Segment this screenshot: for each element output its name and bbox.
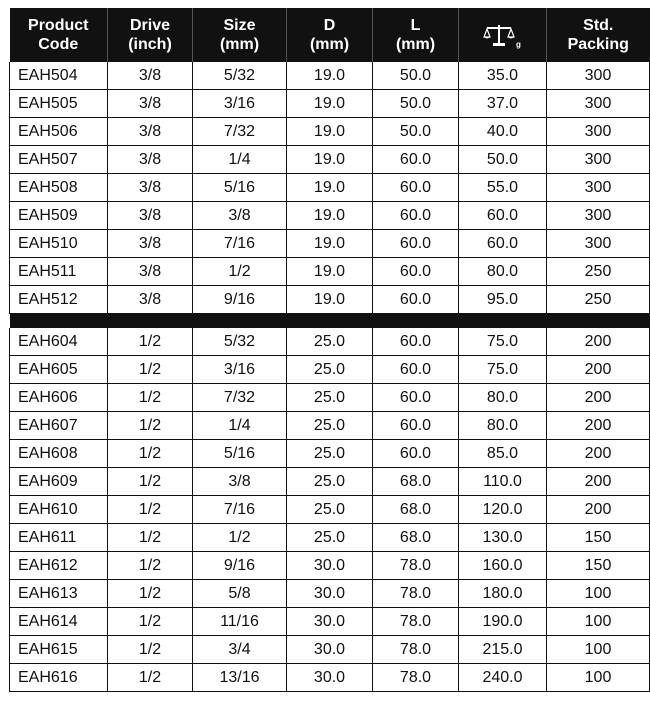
cell-code: EAH604 — [10, 328, 108, 356]
cell-packing: 300 — [547, 146, 650, 174]
cell-packing: 200 — [547, 440, 650, 468]
table-row — [10, 496, 650, 524]
cell-d: 19.0 — [287, 90, 373, 118]
cell-packing: 300 — [547, 90, 650, 118]
cell-size: 3/8 — [193, 468, 287, 496]
cell-drive: 1/2 — [108, 440, 193, 468]
cell-drive: 1/2 — [108, 328, 193, 356]
cell-weight: 40.0 — [459, 118, 547, 146]
cell-drive: 1/2 — [108, 468, 193, 496]
cell-l: 60.0 — [373, 328, 459, 356]
cell-d: 25.0 — [287, 524, 373, 552]
cell-size: 5/32 — [193, 328, 287, 356]
cell-drive: 1/2 — [108, 524, 193, 552]
cell-l: 60.0 — [373, 230, 459, 258]
cell-weight: 190.0 — [459, 608, 547, 636]
cell-code: EAH509 — [10, 202, 108, 230]
cell-weight: 80.0 — [459, 412, 547, 440]
weight-unit: g — [515, 40, 521, 49]
cell-l: 78.0 — [373, 664, 459, 692]
table-row — [10, 202, 650, 230]
cell-d: 30.0 — [287, 580, 373, 608]
cell-size: 1/4 — [193, 146, 287, 174]
cell-d: 19.0 — [287, 62, 373, 90]
cell-weight: 75.0 — [459, 356, 547, 384]
cell-packing: 200 — [547, 468, 650, 496]
cell-code: EAH612 — [10, 552, 108, 580]
cell-size: 7/16 — [193, 496, 287, 524]
cell-drive: 3/8 — [108, 146, 193, 174]
table-body — [10, 62, 650, 692]
cell-d: 30.0 — [287, 636, 373, 664]
cell-packing: 300 — [547, 118, 650, 146]
cell-drive: 1/2 — [108, 608, 193, 636]
cell-weight: 35.0 — [459, 62, 547, 90]
cell-l: 68.0 — [373, 468, 459, 496]
cell-size: 7/32 — [193, 384, 287, 412]
table-row — [10, 118, 650, 146]
cell-d: 30.0 — [287, 664, 373, 692]
cell-drive: 3/8 — [108, 286, 193, 314]
cell-weight: 130.0 — [459, 524, 547, 552]
table-row — [10, 286, 650, 314]
cell-l: 60.0 — [373, 146, 459, 174]
cell-packing: 200 — [547, 496, 650, 524]
cell-d: 19.0 — [287, 258, 373, 286]
spec-table-container — [9, 8, 649, 692]
cell-weight: 215.0 — [459, 636, 547, 664]
header-drive: Drive (inch) — [108, 8, 193, 62]
cell-code: EAH608 — [10, 440, 108, 468]
cell-code: EAH610 — [10, 496, 108, 524]
cell-size: 3/16 — [193, 90, 287, 118]
spec-table — [9, 8, 650, 692]
cell-code: EAH506 — [10, 118, 108, 146]
cell-size: 3/4 — [193, 636, 287, 664]
table-row — [10, 608, 650, 636]
cell-d: 19.0 — [287, 286, 373, 314]
cell-size: 1/2 — [193, 258, 287, 286]
cell-drive: 3/8 — [108, 230, 193, 258]
cell-l: 50.0 — [373, 90, 459, 118]
cell-code: EAH611 — [10, 524, 108, 552]
cell-weight: 60.0 — [459, 202, 547, 230]
cell-size: 11/16 — [193, 608, 287, 636]
table-row — [10, 62, 650, 90]
cell-d: 25.0 — [287, 328, 373, 356]
cell-drive: 1/2 — [108, 496, 193, 524]
cell-d: 25.0 — [287, 440, 373, 468]
table-header — [10, 8, 650, 62]
cell-drive: 3/8 — [108, 90, 193, 118]
cell-l: 50.0 — [373, 118, 459, 146]
cell-weight: 95.0 — [459, 286, 547, 314]
cell-code: EAH607 — [10, 412, 108, 440]
cell-code: EAH510 — [10, 230, 108, 258]
cell-size: 1/4 — [193, 412, 287, 440]
table-row — [10, 174, 650, 202]
cell-weight: 75.0 — [459, 328, 547, 356]
cell-drive: 3/8 — [108, 62, 193, 90]
table-row — [10, 412, 650, 440]
cell-packing: 150 — [547, 552, 650, 580]
cell-code: EAH615 — [10, 636, 108, 664]
cell-size: 7/32 — [193, 118, 287, 146]
cell-packing: 200 — [547, 384, 650, 412]
cell-drive: 1/2 — [108, 412, 193, 440]
cell-weight: 85.0 — [459, 440, 547, 468]
cell-size: 5/16 — [193, 440, 287, 468]
cell-code: EAH609 — [10, 468, 108, 496]
cell-d: 30.0 — [287, 608, 373, 636]
cell-weight: 55.0 — [459, 174, 547, 202]
cell-drive: 3/8 — [108, 258, 193, 286]
cell-drive: 1/2 — [108, 664, 193, 692]
table-row — [10, 580, 650, 608]
table-row — [10, 258, 650, 286]
cell-drive: 1/2 — [108, 384, 193, 412]
cell-l: 60.0 — [373, 258, 459, 286]
table-row — [10, 664, 650, 692]
cell-packing: 200 — [547, 412, 650, 440]
cell-l: 78.0 — [373, 580, 459, 608]
cell-packing: 100 — [547, 664, 650, 692]
cell-size: 3/16 — [193, 356, 287, 384]
table-row — [10, 90, 650, 118]
cell-code: EAH605 — [10, 356, 108, 384]
cell-size: 9/16 — [193, 286, 287, 314]
cell-l: 60.0 — [373, 412, 459, 440]
header-product-code: Product Code — [10, 8, 108, 62]
cell-weight: 80.0 — [459, 258, 547, 286]
cell-l: 60.0 — [373, 202, 459, 230]
cell-size: 9/16 — [193, 552, 287, 580]
table-row — [10, 440, 650, 468]
cell-packing: 100 — [547, 608, 650, 636]
table-row — [10, 230, 650, 258]
table-row — [10, 524, 650, 552]
header-l: L (mm) — [373, 8, 459, 62]
cell-d: 30.0 — [287, 552, 373, 580]
cell-drive: 3/8 — [108, 202, 193, 230]
table-row — [10, 468, 650, 496]
cell-l: 60.0 — [373, 286, 459, 314]
cell-size: 5/8 — [193, 580, 287, 608]
cell-weight: 120.0 — [459, 496, 547, 524]
cell-d: 19.0 — [287, 146, 373, 174]
cell-weight: 60.0 — [459, 230, 547, 258]
table-row — [10, 328, 650, 356]
cell-weight: 80.0 — [459, 384, 547, 412]
cell-packing: 100 — [547, 580, 650, 608]
scale-icon — [483, 21, 523, 49]
cell-weight: 37.0 — [459, 90, 547, 118]
cell-weight: 160.0 — [459, 552, 547, 580]
cell-packing: 200 — [547, 328, 650, 356]
cell-packing: 200 — [547, 356, 650, 384]
cell-l: 78.0 — [373, 636, 459, 664]
cell-drive: 3/8 — [108, 174, 193, 202]
cell-d: 19.0 — [287, 174, 373, 202]
cell-packing: 250 — [547, 286, 650, 314]
cell-packing: 300 — [547, 202, 650, 230]
cell-code: EAH504 — [10, 62, 108, 90]
table-row — [10, 146, 650, 174]
cell-d: 25.0 — [287, 412, 373, 440]
table-row — [10, 356, 650, 384]
cell-code: EAH505 — [10, 90, 108, 118]
cell-code: EAH606 — [10, 384, 108, 412]
cell-l: 50.0 — [373, 62, 459, 90]
table-row — [10, 384, 650, 412]
cell-code: EAH507 — [10, 146, 108, 174]
cell-code: EAH614 — [10, 608, 108, 636]
cell-size: 13/16 — [193, 664, 287, 692]
cell-size: 5/32 — [193, 62, 287, 90]
cell-weight: 180.0 — [459, 580, 547, 608]
cell-l: 60.0 — [373, 440, 459, 468]
cell-d: 25.0 — [287, 468, 373, 496]
cell-size: 5/16 — [193, 174, 287, 202]
cell-l: 60.0 — [373, 384, 459, 412]
table-row — [10, 552, 650, 580]
cell-size: 7/16 — [193, 230, 287, 258]
cell-packing: 300 — [547, 174, 650, 202]
cell-drive: 1/2 — [108, 636, 193, 664]
cell-packing: 100 — [547, 636, 650, 664]
table-row — [10, 636, 650, 664]
cell-packing: 300 — [547, 62, 650, 90]
cell-weight: 50.0 — [459, 146, 547, 174]
cell-weight: 240.0 — [459, 664, 547, 692]
cell-drive: 1/2 — [108, 552, 193, 580]
cell-code: EAH613 — [10, 580, 108, 608]
group-separator — [10, 314, 650, 329]
cell-packing: 150 — [547, 524, 650, 552]
cell-d: 25.0 — [287, 496, 373, 524]
cell-weight: 110.0 — [459, 468, 547, 496]
header-std-packing: Std. Packing — [547, 8, 650, 62]
cell-size: 1/2 — [193, 524, 287, 552]
cell-packing: 250 — [547, 258, 650, 286]
cell-l: 78.0 — [373, 608, 459, 636]
cell-drive: 1/2 — [108, 356, 193, 384]
cell-size: 3/8 — [193, 202, 287, 230]
cell-code: EAH511 — [10, 258, 108, 286]
cell-d: 19.0 — [287, 230, 373, 258]
cell-l: 68.0 — [373, 524, 459, 552]
header-size: Size (mm) — [193, 8, 287, 62]
cell-code: EAH508 — [10, 174, 108, 202]
header-weight — [459, 8, 547, 62]
cell-code: EAH512 — [10, 286, 108, 314]
cell-l: 78.0 — [373, 552, 459, 580]
cell-d: 19.0 — [287, 118, 373, 146]
header-d: D (mm) — [287, 8, 373, 62]
cell-l: 60.0 — [373, 174, 459, 202]
cell-drive: 3/8 — [108, 118, 193, 146]
cell-d: 25.0 — [287, 356, 373, 384]
cell-d: 25.0 — [287, 384, 373, 412]
cell-l: 68.0 — [373, 496, 459, 524]
separator-bar — [10, 314, 650, 329]
cell-drive: 1/2 — [108, 580, 193, 608]
cell-packing: 300 — [547, 230, 650, 258]
cell-d: 19.0 — [287, 202, 373, 230]
cell-code: EAH616 — [10, 664, 108, 692]
cell-l: 60.0 — [373, 356, 459, 384]
